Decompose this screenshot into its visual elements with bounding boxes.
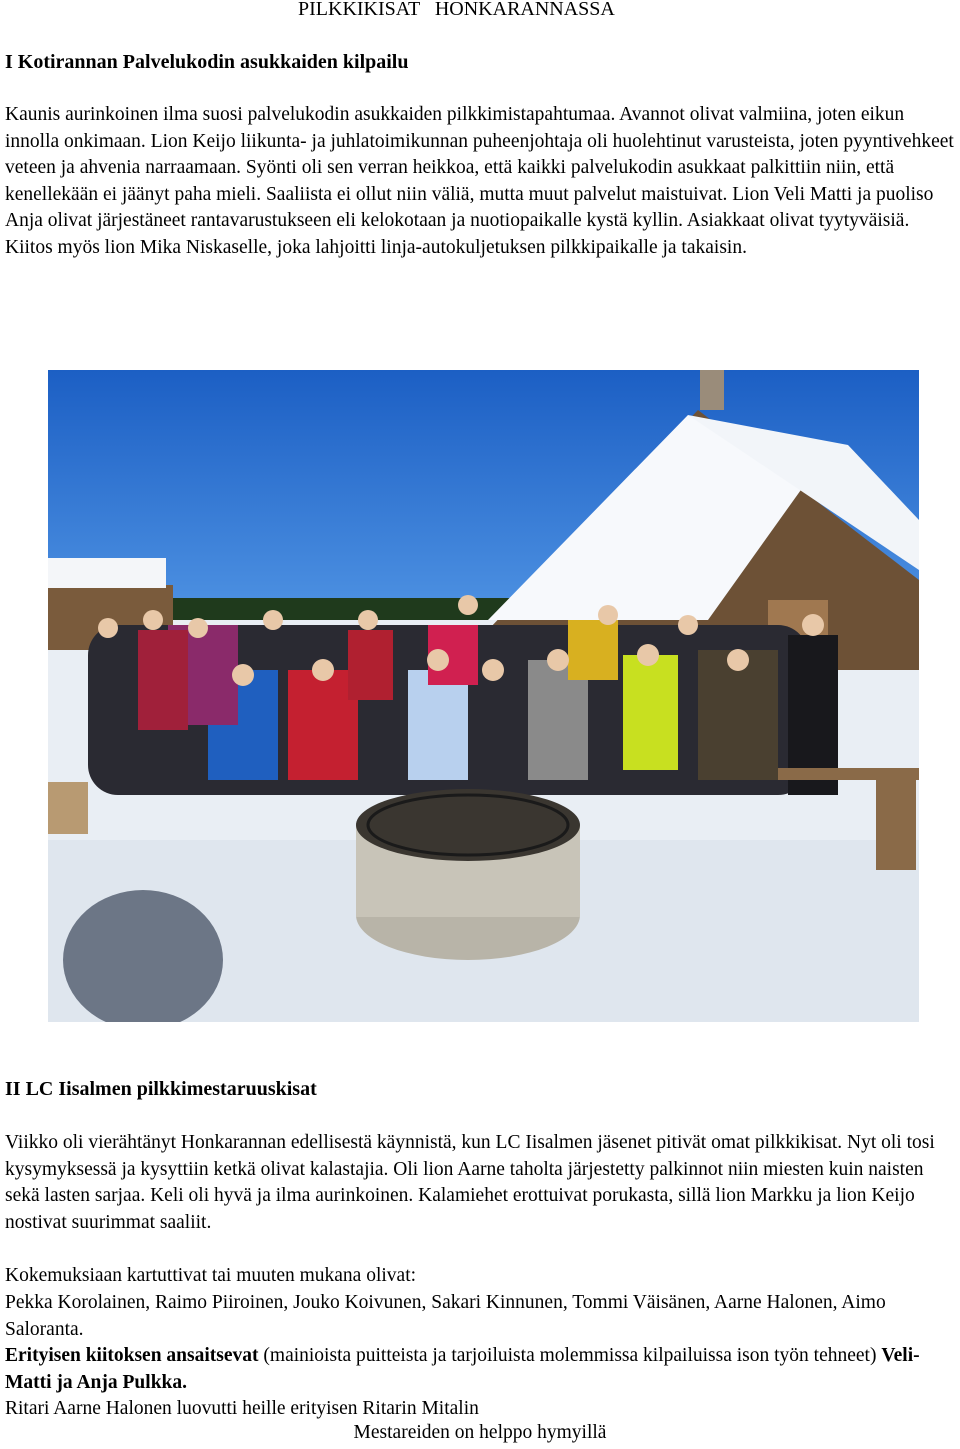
thanks-names: Veli-Matti ja Anja Pulkka.	[5, 1345, 920, 1393]
section-2-paragraph: Viikko oli vierähtänyt Honkarannan edellisestä käynnistä, kun LC Iisalmen jäsenet pitivät omat pilkkikisat. Nyt oli tosi kysymyksessä ja kysyttiin ketkä olivat kalastajia. Oli lion Aarne taholta järjestetty palkinnot niin miesten kuin naisten sekä lasten sarjaa. Keli oli hyvä ja ilma aurinkoinen. Kalamiehet erottuivat porukasta, sillä lion Markku ja lion Keijo nostivat suurimmat saaliit.	[5, 1132, 935, 1233]
page-title: PILKKIKISAT HONKARANNASSA	[298, 0, 615, 20]
closing-line: Mestareiden on helppo hymyillä	[353, 1422, 607, 1443]
thanks-bold: Erityisen kiitoksen ansaitsevat	[5, 1345, 259, 1366]
section-heading-1: I Kotirannan Palvelukodin asukkaiden kilpailu	[5, 51, 409, 73]
section-1-paragraph: Kaunis aurinkoinen ilma suosi palvelukodin asukkaiden pilkkimistapahtumaa. Avannot olivat valmiina, joten eikun innolla onkimaan. Lion Keijo liikunta- ja juhlatoimikunnan puheenjohtaja oli huolehtinut varusteista, joten pyyntivehkeet veteen ja ahvenia narraamaan. Syönti oli sen verran heikkoa, että kaikki palvelukodin asukkaat palkittiin niin, että kenellekään ei jäänyt paha mieli. Saaliista ei ollut niin väliä, mutta muut palvelut maistuivat. Lion Veli Matti ja puoliso Anja olivat järjestäneet rantavarustukseen eli kelokotaan ja nuotiopaikalle kystä kyllin. Asiakkaat olivat tyytyväisiä. Kiitos myös lion Mika Niskaselle, joka lahjoitti linja-autokuljetuksen pilkkipaikalle ja takaisin.	[5, 104, 954, 258]
thanks-text: (mainioista puitteista ja tarjoiluista molemmissa kilpailuissa ison työn tehneet)	[258, 1345, 882, 1366]
participants-list: Pekka Korolainen, Raimo Piiroinen, Jouko Koivunen, Sakari Kinnunen, Tommi Väisänen, Aarne Halonen, Aimo Saloranta.	[5, 1292, 886, 1340]
participants-label: Kokemuksiaan kartuttivat tai muuten mukana olivat:	[5, 1265, 417, 1286]
section-heading-2: II LC Iisalmen pilkkimestaruuskisat	[5, 1078, 317, 1100]
group-photo-illustration	[48, 370, 919, 1022]
award-line: Ritari Aarne Halonen luovutti heille erityisen Ritarin Mitalin	[5, 1398, 479, 1419]
group-photo	[48, 370, 919, 1022]
thanks-paragraph	[5, 1343, 955, 1396]
